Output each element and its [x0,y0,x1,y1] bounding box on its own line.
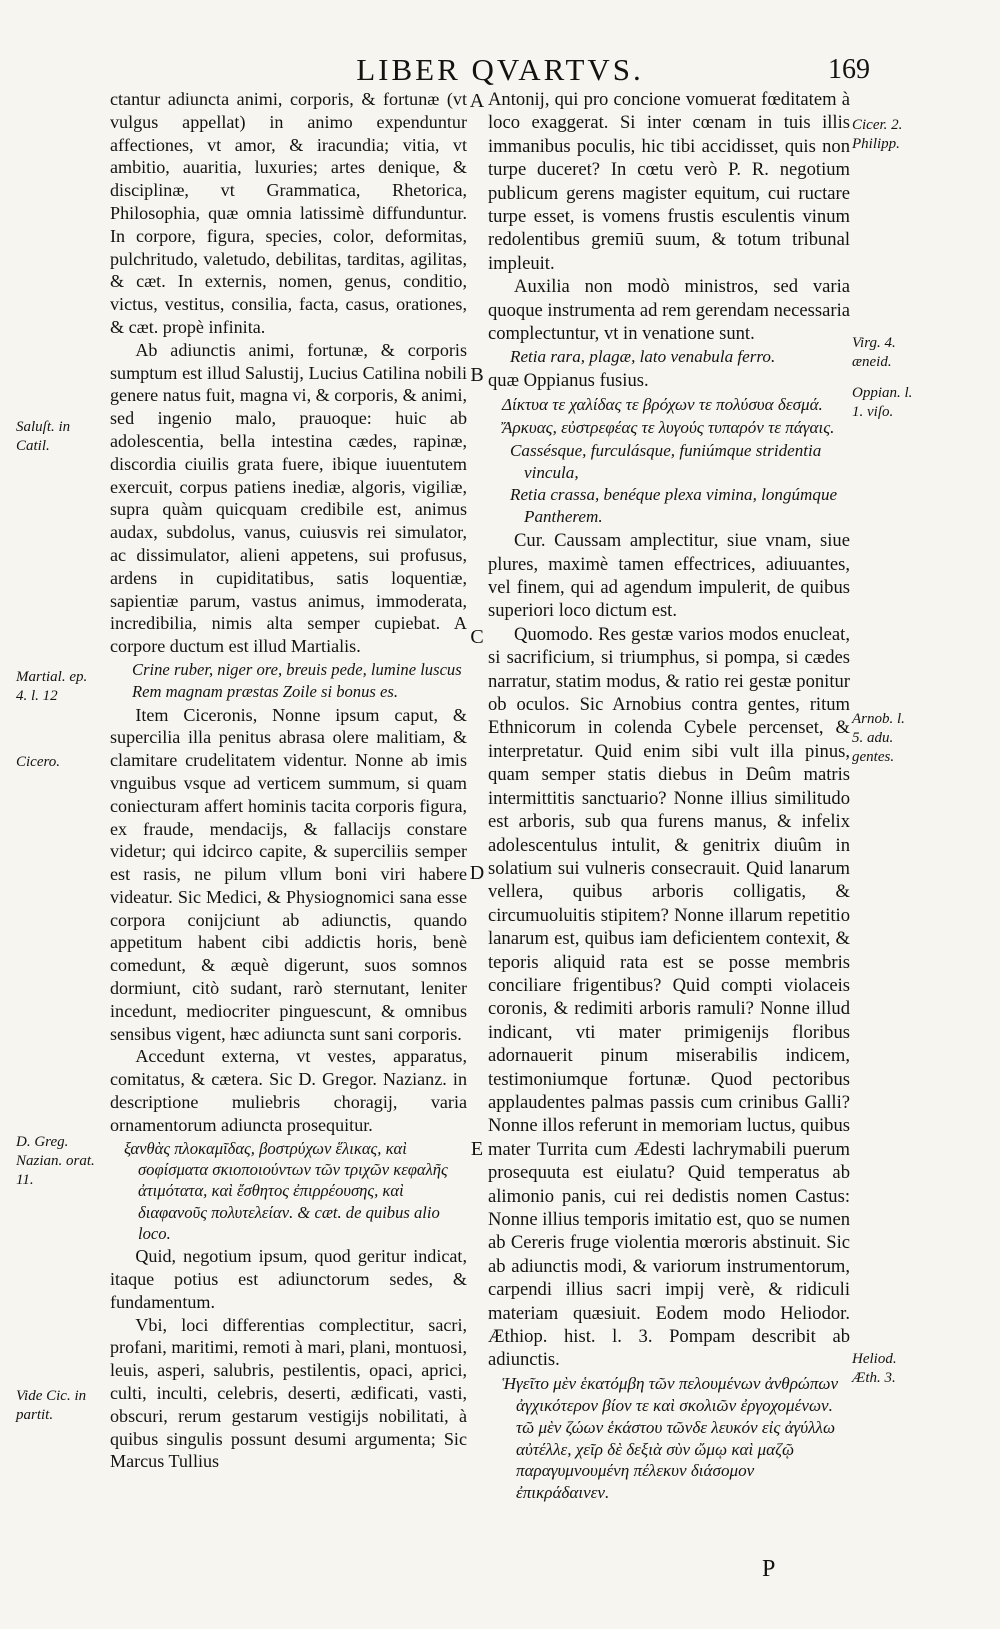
section-letter-b: B [470,364,484,386]
paragraph: Ab adiunctis animi, fortunæ, & corporis sumptum est illud Salustij, Lucius Catilina nobili genere natus fuit, magna vi, & corporis, & animi, sed ingenio malo, prauoque: huic ab adolescentia, bella intestina cædes, rapinæ, discordia ciuilis grata fuere, ibique iuuentutem exercuit, corpus patiens inediæ, algoris, vigiliæ, supra quàm quicquam credibile est, animus audax, subdolus, vanus, cuiusvis rei simulator, ac dissimulator, alieni appetens, sui profusus, ardens in cupiditatibus, satis loquentiæ, sapientiæ parum, vastus animus, immoderata, incredibilia, nimis alta semper cupiebat. A corpore ductum est illud Martialis. [110,339,467,657]
paragraph: ctantur adiuncta animi, corporis, & fortunæ (vt vulgus appellat) in animo expenduntur affectiones, vt amor, & iracundia; vitia, vt ambitio, auaritia, luxuries; artes denique, & disciplinæ, vt Grammatica, Rhetorica, Philosophia, quæ omnia latissimè diffunduntur. In corpore, figura, species, color, deformitas, pulchritudo, valetudo, debilitas, tarditas, agilitas, & cæt. In externis, nomen, genus, conditio, victus, vestitus, consilia, facta, casus, orationes, & cæt. propè infinita. [110,89,467,337]
margin-note-heliodorus: Heliod. Æth. 3. [852,1351,897,1386]
greek-quotation: Ἡγεῖτο μὲν ἑκατόμβη τῶν πελουμένων ἀνθρώπων ἀγχικότερον βίον τε καὶ σκολιῶν ἐργοχομένων. τῶ μὲν ζώων ἑκάστου τῶνδε λευκόν εἰς ἀγύλλω αὐτέλλε, χεῖρ δὲ δεξιὰ σὺν ὤμῳ καὶ μαζῷ παραγυμνουμένη πέλεκυν διάσομον ἐπικράδαινεν. [502,1373,839,1503]
running-title: LIBER QVARTVS. [356,52,644,87]
right-text-column [488,88,850,1509]
margin-note-martial: Martial. ep. 4. l. 12 [16,669,88,704]
verse-quotation: Rem magnam præstas Zoile si bonus es. [132,682,398,702]
section-letter-a: A [469,90,485,112]
margin-note-cicero-philipp: Cicer. 2. Philipp. [852,117,903,152]
paragraph: Item Ciceronis, Nonne ipsum caput, & supercilia illa penitus abrasa olere malitiam, & clamitare crudelitatem videntur. Nonne ab imis vnguibus vsque ad verticem summum, si quam coniecturam affert hominis tacita corporis figura, ex fraude, mendacijs, & fallacijs constare videtur; qui idcirco capite, & superciliis semper est rasis, ne pilum vllum boni viri habere videatur. Sic Medici, & Physiognomici sana esse corpora conijciunt ab adiunctis, quando appetitum habent cibi addictis horis, benè comedunt, & æquè digerunt, suos somnos dormiunt, citò sudant, rarò sternutant, leniter incedunt, mediocriter pinguescunt, & omnibus sensibus vigent, hæc adiuncta sunt sani corporis. [110,704,467,1044]
page-header [0,50,1000,90]
verse-quotation: Retia rara, plagæ, lato venabula ferro. [510,347,776,367]
paragraph: Vbi, loci differentias complectitur, sacri, profani, maritimi, remoti à mari, plani, montuosi, leuis, asperi, salubris, pestilentis, opaci, aprici, culti, inculti, celebris, deserti, ædificati, vasti, obscuri, rerum gestarum vestigijs nobilitati, à quibus singulis possunt desumi argumenta; Sic Marcus Tullius [110,1314,467,1472]
signature-mark: P [762,1556,776,1582]
greek-quotation: Δίκτυα τε χαλίδας τε βρόχων τε πολύσυα δεσμά. [502,394,823,414]
paragraph: Quid, negotium ipsum, quod geritur indicat, itaque potius est adiunctorum sedes, & fundamentum. [110,1246,467,1312]
paragraph: Auxilia non modò ministros, sed varia quoque instrumenta ad rem gerendam necessaria complectuntur, vt in venatione sunt. [488,276,850,345]
margin-note-gregory: D. Greg. Nazian. orat. 11. [16,1134,95,1188]
margin-note-oppian: Oppian. l. 1. viſo. [852,385,913,420]
left-text-column [110,88,467,1509]
margin-note-vide-cicero: Vide Cic. in partit. [16,1388,87,1423]
margin-note-virgil: Virg. 4. æneid. [852,335,896,370]
margin-note-sallust: Saluſt. in Catil. [16,419,71,454]
margin-note-cicero: Cicero. [16,754,61,770]
paragraph: quæ Oppianus fusius. [488,370,649,392]
greek-quotation: ξανθὰς πλοκαμῖδας, βοστρύχων ἕλικας, καὶ σοφίσματα σκιοποιούντων τῶν τριχῶν κεφαλῆς ἀτιμότατα, καὶ ἔσθητος ἐπιρρέουσης, καὶ διαφανοῦς πολυτελείαν. & cæt. de quibus alio loco. [124,1138,448,1243]
verse-quotation: Crine ruber, niger ore, breuis pede, lumine luscus [132,659,462,679]
paragraph: Antonij, qui pro concione vomuerat fœditatem à loco exaggerat. Si inter cœnam in tuis illis immanibus poculis, hic tibi accidisset, quis non turpe duceret? In cœtu verò P. R. negotium publicum gerens magister equitum, cui ructare turpe esset, is vomens frustis esculentis vinum redolentibus gremiū suum, & totum tribunal impleuit. [488,89,850,274]
section-letter-c: C [470,626,484,648]
paragraph: Cur. Caussam amplectitur, siue vnam, siue plures, maximè tamen effectrices, adiuuantes, vel finem, qui ad agendum impulerit, de quibus superiori loco dictum est. [488,530,850,622]
paragraph: Accedunt externa, vt vestes, apparatus, comitatus, & cætera. Sic D. Gregor. Nazianz. in descriptione muliebris choragij, varia ornamentorum adiuncta prosequitur. [110,1046,467,1135]
verse-quotation: Cassésque, furculásque, funiúmque stridentia vincula, [510,440,822,482]
margin-note-arnobius: Arnob. l. 5. adu. gentes. [852,711,905,765]
section-letter-e: E [470,1138,484,1160]
verse-quotation: Retia crassa, benéque plexa vimina, longúmque Pantherem. [510,485,838,527]
section-letter-d: D [469,862,485,884]
paragraph: Quomodo. Res gestæ varios modos enucleat, si sacrificium, si triumphus, si pompa, si cædes narratur, statim modus, & ratio rei gestæ ponitur ob oculos. Sic Arnobius contra gentes, ritum Ethnicorum in colenda Cybele percenset, & interpretatur. Quid enim sibi vult illa pinus, quam semper statis diebus in Deûm matris intermittitis sanctuario? Nonne illius similitudo est arboris, sub qua furens manus, & infelix adolescentulus intulit, & genitrix diuûm in solatium sui vulneris consecrauit. Quid lanarum vellera, quibus arboris colligatis, & circumuoluitis stipitem? Nonne illarum repetitio lanarum est, quibus iam deficientem contexit, & teporis aliquid rata est se posse membris conciliare frigentibus? Quid compti violaceis coronis, & redimiti arboris ramuli? Nonne illud indicant, vti mater primigenijs floribus adornauerit pinum miserabilis indicem, testimoniumque fortunæ. Quod pectoribus applaudentes palmas passis cum crinibus Galli? Nonne illos referunt in memoriam luctus, quibus mater Turrita cum Ædesti lachrymabili puerum prosequuta est eiulatu? Quid temperatus ab alimonio panis, cui rei dedistis nomen Castus: Nonne illius temporis imitatio est, quo se numen ab Cereris fruge violentia mœroris abstinuit. Sic ab adiunctis modi, & variorum instrumentorum, carpendi illius sacri impij verè, & ridiculi materiam quæsiuit. Eodem modo Heliodor. Æthiop. hist. l. 3. Pompam describit ab adiunctis. [488,623,850,1371]
greek-quotation: Ἄρκυας, εὐστρεφέας τε λυγούς τυπαρόν τε πάγαις. [502,417,835,437]
page-number: 169 [828,54,870,85]
